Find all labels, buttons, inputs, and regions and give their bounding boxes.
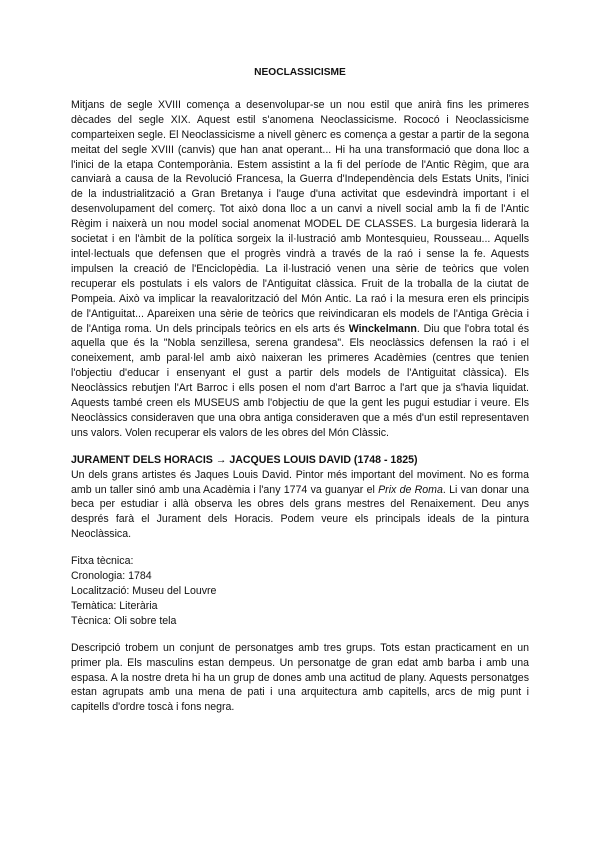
intro-text-part-1: Mitjans de segle XVIII comença a desenvolupar-se un nou estil que anirà fins les primeres dècades del segle XIX. Aquest estil s'anomena Neoclassicisme. Rococó i Neoclassicisme comparteixen segle. El Neoclassicisme a nivell gènerc es comença a gestar a partir de la segona meitat del segle XVIII (canvis) que han anat operant... Hi ha una transformació que dona lloc a l'inici de la etapa Contemporània. Estem assistint a la fi del període de l'Antic Règim, que ara canviarà a causa de la Revolució Francesa, la Guerra d'Independència dels Estats Units, l'inici de la industrialització a Gran Bretanya i l'auge d'una activitat que esdevindrà important i el desenvolupament del comerç. Tot això dona lloc a un canvi a nivell social amb la fi de l'Antic Règim i naixerà un nou model social anomenat MODEL DE CLASSES. La burgesia liderarà la societat i en l'àmbit de la política sorgeix la il·lustració amb Montesquieu, Rousseau... Aquells intel·lectuals que defensen que el progrès vindrà a través de la raó i sense la fe. Aquests impulsen la creació de l'Enciclopèdia. La il·lustració venen una sèrie de teòrics que volen recuperar els postulats i els valors de l'Antiguitat clàssica. Fruit de la troballa de la ciutat de Pompeia. Això va implicar la reavalorització del Món Antic. La raó i la mesura eren els principis de l'Antiguitat... Apareixen una sèrie de teòrics que reivindicaran els models de l'Antiga Grècia i de l'Antiga roma. Un dels principals teòrics en els arts és xyxy=(71,98,529,335)
intro-text-part-2: . Diu que l'obra total és aquella que és la "Nobla senzillesa, serena grandesa". Els neoclàssics defensen la raó i el coneixement, amb paral·lel amb això naixeran les primeres Acadèmies (centres que tenien l'objectiu d'educar i ensenyant el gust a partir dels models de l'Antiguitat clàssica). Els Neoclàssics rebutjen l'Art Barroc i ells posen el nom d'art Barroc a l'art que ja s'havia liquidat. Aquests també creen els MUSEUS amb l'objectiu de que la gent les pugui estudiar i veure. Els Neoclàssics consideraven que una obra antiga consideraven que a més d'un estil representaven uns valors. Volen recuperar els valors de les obres del Món Clàssic. xyxy=(71,322,529,439)
fitxa-localitzacio: Localització: Museu del Louvre xyxy=(71,585,217,597)
fitxa-cronologia: Cronologia: 1784 xyxy=(71,570,152,583)
fitxa-tecnica xyxy=(71,554,529,629)
intro-paragraph xyxy=(71,98,529,441)
section-text-part-2: . Li van donar una beca per estudiar i allà observa les obres dels grans mestres del Renaixement. Deu anys després farà el Jurament dels Horacis. Podem veure els principals ideals de la pintura Neoclàssica. xyxy=(71,483,529,541)
fitxa-tematica: Temàtica: Literària xyxy=(71,599,158,612)
winckelmann-name: Winckelmann xyxy=(348,322,417,335)
fitxa-tecnica-value: Tècnica: Oli sobre tela xyxy=(71,614,177,627)
document-page xyxy=(71,66,529,715)
section-paragraph xyxy=(71,468,529,543)
prix-de-roma: Prix de Roma xyxy=(378,483,443,496)
section-text-part-1: Un dels grans artistes és Jaques Louis David. Pintor més important del moviment. No es forma amb un taller sinó amb una Acadèmia i l'any 1774 va guanyar el xyxy=(71,468,529,496)
section-heading: JURAMENT DELS HORACIS → JACQUES LOUIS DAVID (1748 - 1825) xyxy=(71,453,418,466)
page-title: NEOCLASSICISME xyxy=(254,67,346,78)
fitxa-heading: Fitxa tècnica: xyxy=(71,555,134,568)
descripcio-paragraph: Descripció trobem un conjunt de personatges amb tres grups. Tots estan practicament en un primer pla. Els masculins estan dempeus. Un personatge de gran edat amb barba i amb una espasa. A la nostre dreta hi ha un grup de dones amb una actitud de plany. Aquests personatges estan agrupats amb una mena de pati i una arquitectura amb capitells, arcs de mig punt i capitells d'ordre toscà i fons negra. xyxy=(71,641,529,714)
